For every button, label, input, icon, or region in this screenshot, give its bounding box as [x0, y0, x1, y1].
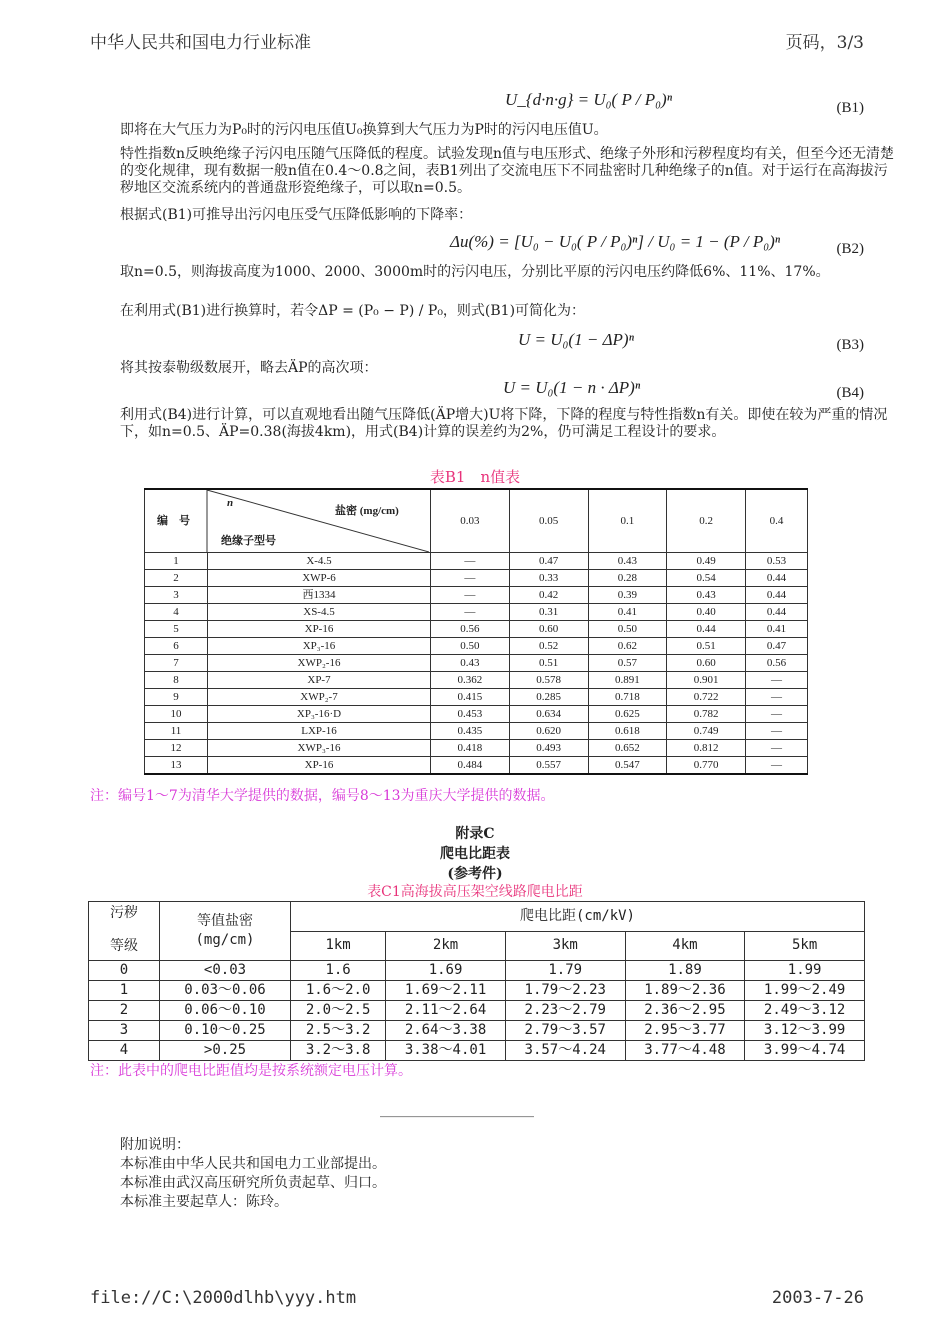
salt-density: >0.25: [160, 1041, 291, 1061]
row-number: 9: [145, 689, 208, 706]
table-row: [145, 621, 808, 638]
creepage-ratio: 1.89: [625, 961, 745, 981]
n-value: 0.620: [509, 723, 588, 740]
creepage-ratio: 2.36～2.95: [625, 1001, 745, 1021]
paragraph-5: 在利用式(B1)进行换算时，若令ΔP = (P₀ − P) / P₀，则式(B1)可简化为：: [120, 303, 586, 319]
insulator-model: XP₃-16·D: [208, 706, 431, 723]
n-value: 0.54: [667, 570, 746, 587]
creepage-ratio: 1.6: [291, 961, 386, 981]
page-number: 页码，3/3: [785, 33, 864, 53]
salt-density: 0.06～0.10: [160, 1001, 291, 1021]
n-value: —: [746, 672, 808, 689]
insulator-model: 西1334: [208, 587, 431, 604]
creepage-ratio: 1.89～2.36: [625, 981, 745, 1001]
divider: ______________________: [380, 1102, 534, 1118]
creepage-ratio: 2.11～2.64: [386, 1001, 506, 1021]
n-value: 0.56: [431, 621, 510, 638]
col-header: 0.05: [509, 489, 588, 553]
header-level: [89, 902, 160, 961]
row-number: 10: [145, 706, 208, 723]
table-row: [89, 961, 865, 981]
row-number: 7: [145, 655, 208, 672]
creepage-ratio: 1.99: [745, 961, 865, 981]
table-row: [145, 604, 808, 621]
equation-b4-label: (B4): [836, 385, 864, 401]
altitude-header: 1km: [291, 931, 386, 961]
creepage-ratio: 3.38～4.01: [386, 1041, 506, 1061]
n-value: 0.634: [509, 706, 588, 723]
altitude-header: 2km: [386, 931, 506, 961]
creepage-ratio: 3.57～4.24: [505, 1041, 625, 1061]
equation-b1: U_{d·n·g} = U₀( P / P₀)ⁿ: [505, 90, 673, 109]
insulator-model: LXP-16: [208, 723, 431, 740]
table-row: [145, 723, 808, 740]
salt-density: <0.03: [160, 961, 291, 981]
n-value: 0.901: [667, 672, 746, 689]
n-value: 0.47: [509, 553, 588, 570]
equation-b3-label: (B3): [836, 337, 864, 353]
footer-path: file://C:\2000dlhb\yyy.htm: [90, 1288, 357, 1308]
n-value: 0.42: [509, 587, 588, 604]
n-value: 0.812: [667, 740, 746, 757]
table-row: [145, 740, 808, 757]
n-value: 0.51: [667, 638, 746, 655]
header-model: 绝缘子型号: [221, 535, 276, 547]
n-value: 0.625: [588, 706, 667, 723]
creepage-ratio: 2.5～3.2: [291, 1021, 386, 1041]
equation-b4: U = U₀(1 − n · ΔP)ⁿ: [503, 378, 641, 397]
creepage-ratio: 1.99～2.49: [745, 981, 865, 1001]
table-row: [145, 689, 808, 706]
table-row: [145, 655, 808, 672]
n-value: 0.453: [431, 706, 510, 723]
n-value: 0.484: [431, 757, 510, 775]
equation-b1-label: (B1): [836, 100, 864, 116]
creepage-ratio: 3.2～3.8: [291, 1041, 386, 1061]
creepage-ratio: 1.69～2.11: [386, 981, 506, 1001]
table-b1-title: 表B1 n值表: [429, 468, 521, 486]
col-header: 0.2: [667, 489, 746, 553]
creepage-ratio: 2.49～3.12: [745, 1001, 865, 1021]
paragraph-6: 将其按泰勒级数展开，略去ÄP的高次项：: [120, 360, 378, 376]
n-value: 0.493: [509, 740, 588, 757]
n-value: —: [746, 706, 808, 723]
n-value: 0.50: [431, 638, 510, 655]
n-value: 0.718: [588, 689, 667, 706]
n-value: 0.33: [509, 570, 588, 587]
n-value: 0.652: [588, 740, 667, 757]
n-value: 0.44: [746, 587, 808, 604]
n-value: —: [431, 570, 510, 587]
table-row: [89, 1021, 865, 1041]
paragraph-4: 取n=0.5，则海拔高度为1000、2000、3000m时的污闪电压，分别比平原的污闪电压约降低6%、11%、17%。: [120, 264, 830, 280]
pollution-level: 2: [89, 1001, 160, 1021]
table-row: [145, 672, 808, 689]
altitude-header: 5km: [745, 931, 865, 961]
salt-density: 0.03～0.06: [160, 981, 291, 1001]
row-number: 2: [145, 570, 208, 587]
table-row: [145, 570, 808, 587]
appendix-subtitle: 爬电比距表: [440, 846, 510, 862]
n-value: 0.51: [509, 655, 588, 672]
n-value: 0.31: [509, 604, 588, 621]
n-value: 0.40: [667, 604, 746, 621]
header-salt-density: 等值盐密 (mg/cm): [160, 902, 291, 961]
header-level-top: 污秽: [110, 905, 138, 921]
n-value: 0.435: [431, 723, 510, 740]
creepage-ratio: 3.77～4.48: [625, 1041, 745, 1061]
insulator-model: XP-16: [208, 757, 431, 775]
n-value: 0.44: [746, 570, 808, 587]
pollution-level: 3: [89, 1021, 160, 1041]
insulator-model: XP-7: [208, 672, 431, 689]
insulator-model: XWP-6: [208, 570, 431, 587]
row-number: 1: [145, 553, 208, 570]
n-value: —: [746, 689, 808, 706]
row-number: 12: [145, 740, 208, 757]
table-row: [89, 981, 865, 1001]
creepage-ratio: 2.23～2.79: [505, 1001, 625, 1021]
n-value: 0.891: [588, 672, 667, 689]
n-value: 0.578: [509, 672, 588, 689]
n-value: 0.49: [667, 553, 746, 570]
creepage-ratio: 3.99～4.74: [745, 1041, 865, 1061]
table-row: [145, 638, 808, 655]
appendix-title: 附录C: [455, 826, 495, 842]
creepage-ratio: 1.6～2.0: [291, 981, 386, 1001]
n-value: 0.547: [588, 757, 667, 775]
equation-b3: U = U₀(1 − ΔP)ⁿ: [518, 330, 634, 349]
n-value: 0.28: [588, 570, 667, 587]
table-b1: [144, 488, 808, 775]
n-value: 0.41: [588, 604, 667, 621]
n-value: 0.43: [667, 587, 746, 604]
row-number: 6: [145, 638, 208, 655]
creepage-ratio: 3.12～3.99: [745, 1021, 865, 1041]
header-creep: 爬电比距(cm/kV): [291, 902, 865, 932]
n-value: 0.43: [588, 553, 667, 570]
n-value: 0.39: [588, 587, 667, 604]
paragraph-2-text: 特性指数n反映绝缘子污闪电压随气压降低的程度。试验发现n值与电压形式、绝缘子外形和污秽程度均有关，但至今还无清楚的变化规律，现有数据一般n值在0.4～0.8之间，表B1列出了交流电压下不同盐密时几种绝缘子的n值。对于运行在高海拔污秽地区交流系统内的普通盘形瓷绝缘子，可以取n=0.5。: [120, 146, 895, 196]
appendix-ref: (参考件): [447, 866, 503, 882]
n-value: 0.43: [431, 655, 510, 672]
n-value: 0.52: [509, 638, 588, 655]
insulator-model: XWP₂-16: [208, 655, 431, 672]
creepage-ratio: 1.69: [386, 961, 506, 981]
creepage-ratio: 1.79: [505, 961, 625, 981]
col-header: 0.03: [431, 489, 510, 553]
equation-b2: Δu(%) = [U₀ − U₀( P / P₀)ⁿ] / U₀ = 1 − (P / P₀)ⁿ: [450, 232, 781, 251]
n-value: 0.56: [746, 655, 808, 672]
row-number: 8: [145, 672, 208, 689]
pollution-level: 0: [89, 961, 160, 981]
n-value: —: [746, 757, 808, 775]
salt-density: 0.10～0.25: [160, 1021, 291, 1041]
n-value: —: [431, 604, 510, 621]
table-row: [145, 587, 808, 604]
row-number: 4: [145, 604, 208, 621]
n-value: 0.722: [667, 689, 746, 706]
n-value: 0.557: [509, 757, 588, 775]
additional-line: 本标准主要起草人：陈玲。: [120, 1194, 288, 1210]
footer-date: 2003-7-26: [771, 1288, 864, 1308]
header-salt: 盐密 (mg/cm): [335, 505, 399, 517]
creepage-ratio: 1.79～2.23: [505, 981, 625, 1001]
table-row: [89, 1041, 865, 1061]
n-value: 0.418: [431, 740, 510, 757]
row-number: 5: [145, 621, 208, 638]
n-value: 0.44: [746, 604, 808, 621]
n-value: —: [431, 553, 510, 570]
insulator-model: X-4.5: [208, 553, 431, 570]
n-value: 0.50: [588, 621, 667, 638]
n-value: 0.782: [667, 706, 746, 723]
pollution-level: 1: [89, 981, 160, 1001]
paragraph-2: [90, 146, 896, 197]
additional-line: 本标准由中华人民共和国电力工业部提出。: [120, 1156, 386, 1172]
paragraph-1: 即将在大气压力为P₀时的污闪电压值U₀换算到大气压力为P时的污闪电压值U。: [120, 122, 608, 138]
creepage-ratio: 2.79～3.57: [505, 1021, 625, 1041]
header-n: n: [227, 497, 234, 509]
table-c1-title: 表C1高海拔高压架空线路爬电比距: [367, 884, 583, 900]
n-value: —: [746, 723, 808, 740]
equation-b2-label: (B2): [836, 241, 864, 257]
additional-title: 附加说明：: [120, 1137, 190, 1153]
paragraph-3: 根据式(B1)可推导出污闪电压受气压降低影响的下降率：: [120, 207, 473, 223]
insulator-model: XWP₃-16: [208, 740, 431, 757]
n-value: 0.285: [509, 689, 588, 706]
table-c1: [88, 901, 865, 1061]
table-c1-note: 注：此表中的爬电比距值均是按系统额定电压计算。: [90, 1063, 412, 1079]
n-value: 0.362: [431, 672, 510, 689]
n-value: 0.749: [667, 723, 746, 740]
n-value: 0.44: [667, 621, 746, 638]
col-header: 0.4: [746, 489, 808, 553]
row-number: 13: [145, 757, 208, 775]
n-value: 0.57: [588, 655, 667, 672]
col-header: 0.1: [588, 489, 667, 553]
additional-line: 本标准由武汉高压研究所负责起草、归口。: [120, 1175, 386, 1191]
table-row: [145, 757, 808, 775]
n-value: 0.53: [746, 553, 808, 570]
paragraph-7: 利用式(B4)进行计算，可以直观地看出随气压降低(ÄP增大)U将下降，下降的程度与特性指数n有关。即使在较为严重的情况下，如n=0.5、ÄP=0.38(海拔4km)，用式(B4)计算的误差约为2%，仍可满足工程设计的要求。: [120, 407, 888, 440]
altitude-header: 4km: [625, 931, 745, 961]
n-value: —: [746, 740, 808, 757]
n-value: 0.41: [746, 621, 808, 638]
table-b1-note: 注：编号1～7为清华大学提供的数据，编号8～13为重庆大学提供的数据。: [90, 788, 555, 804]
altitude-header: 3km: [505, 931, 625, 961]
table-b1-corner-header: [145, 489, 431, 553]
row-number: 3: [145, 587, 208, 604]
n-value: 0.618: [588, 723, 667, 740]
n-value: 0.60: [667, 655, 746, 672]
n-value: —: [431, 587, 510, 604]
n-value: 0.62: [588, 638, 667, 655]
insulator-model: XP-16: [208, 621, 431, 638]
n-value: 0.60: [509, 621, 588, 638]
pollution-level: 4: [89, 1041, 160, 1061]
creepage-ratio: 2.0～2.5: [291, 1001, 386, 1021]
n-value: 0.770: [667, 757, 746, 775]
header-title: 中华人民共和国电力行业标准: [90, 33, 311, 53]
insulator-model: XS-4.5: [208, 604, 431, 621]
header-number: 编 号: [157, 515, 190, 527]
creepage-ratio: 2.64～3.38: [386, 1021, 506, 1041]
table-row: [145, 553, 808, 570]
table-row: [145, 706, 808, 723]
creepage-ratio: 2.95～3.77: [625, 1021, 745, 1041]
insulator-model: XWP₂-7: [208, 689, 431, 706]
n-value: 0.47: [746, 638, 808, 655]
table-row: [89, 1001, 865, 1021]
row-number: 11: [145, 723, 208, 740]
insulator-model: XP₃-16: [208, 638, 431, 655]
header-level-bottom: 等级: [110, 938, 138, 954]
n-value: 0.415: [431, 689, 510, 706]
